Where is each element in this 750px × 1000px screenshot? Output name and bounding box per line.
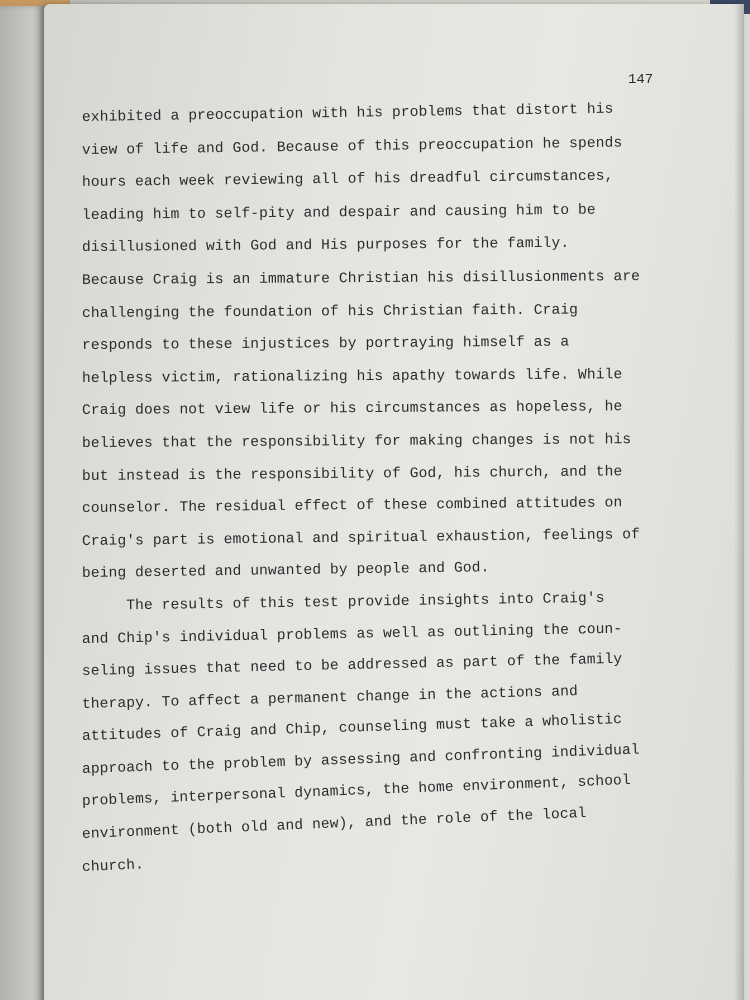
text-line: challenging the foundation of his Christian faith. Craig: [81, 302, 579, 322]
text-line: being deserted and unwanted by people and God.: [81, 560, 490, 583]
text-line: Craig's part is emotional and spiritual exhaustion, feelings of: [81, 526, 641, 550]
text-line: therapy. To affect a permanent change in the actions and: [81, 683, 579, 713]
text-line: The results of this test provide insights into Craig's: [81, 590, 605, 615]
text-line: church.: [81, 857, 145, 876]
show-through-smudge: [118, 900, 126, 915]
text-line: approach to the problem by assessing and confronting individual: [81, 742, 640, 778]
text-line: helpless victim, rationalizing his apathy towards life. While: [81, 366, 623, 387]
page-shadow-edge: [734, 4, 744, 1000]
text-line: seling issues that need to be addressed as part of the family: [81, 651, 623, 681]
text-line: disillusioned with God and His purposes for the family.: [81, 236, 570, 257]
text-line: hours each week reviewing all of his dreadful circumstances,: [81, 168, 614, 192]
left-page-edge: [0, 6, 46, 1000]
text-line: Because Craig is an immature Christian his disillusionments are: [81, 269, 641, 289]
text-line: responds to these injustices by portraying himself as a: [81, 334, 570, 355]
text-line: Craig does not view life or his circumstances as hopeless, he: [81, 399, 623, 420]
text-line: but instead is the responsibility of God, his church, and the: [81, 463, 623, 485]
text-line: attitudes of Craig and Chip, counseling must take a wholistic: [81, 712, 623, 746]
page-number: 147: [628, 72, 654, 88]
text-line: view of life and God. Because of this preoccupation he spends: [81, 135, 623, 159]
text-line: problems, interpersonal dynamics, the home environment, school: [81, 773, 632, 811]
body-text: [82, 102, 712, 884]
text-line: counselor. The residual effect of these combined attitudes on: [81, 495, 623, 518]
text-line: leading him to self-pity and despair and causing him to be: [81, 202, 596, 224]
text-line: environment (both old and new), and the role of the local: [81, 805, 587, 844]
text-line: and Chip's individual problems as well as outlining the coun-: [81, 621, 623, 648]
text-line: exhibited a preoccupation with his problems that distort his: [81, 101, 614, 126]
text-line: believes that the responsibility for making changes is not his: [81, 432, 632, 452]
